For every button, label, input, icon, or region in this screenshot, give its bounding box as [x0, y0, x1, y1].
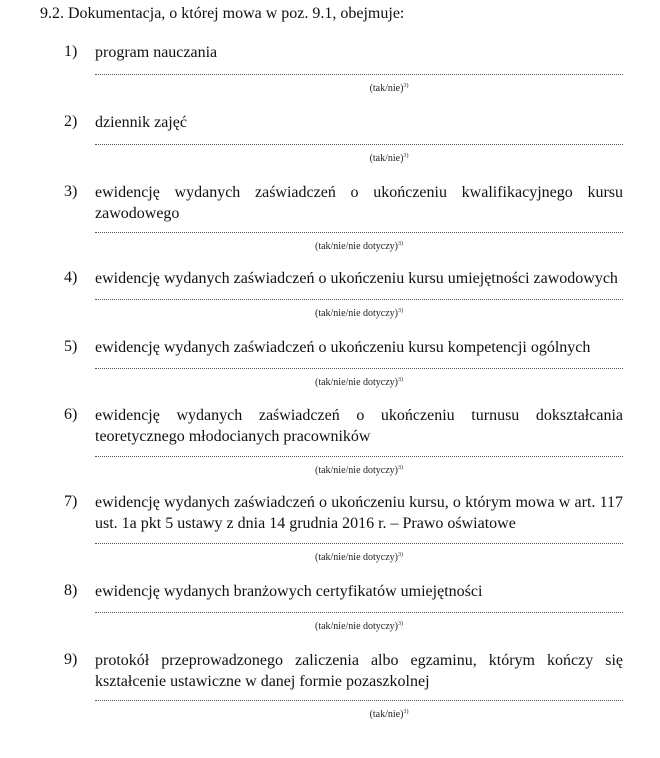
footnote-ref: 3)	[403, 83, 409, 89]
answer-hint	[95, 80, 623, 95]
answer-hint	[95, 305, 623, 320]
footnote-ref: 3)	[398, 377, 404, 383]
answer-line[interactable]	[95, 543, 623, 544]
item-text: ewidencję wydanych zaświadczeń o ukończeniu kwalifikacyjnego kursu zawodowego	[95, 184, 623, 222]
footnote-ref: 3)	[398, 308, 404, 314]
footnote-ref: 3)	[398, 465, 404, 471]
footnote-ref: 3)	[398, 621, 404, 627]
answer-line[interactable]	[95, 299, 623, 300]
footnote-ref: 3)	[398, 552, 404, 558]
answer-line[interactable]	[95, 368, 623, 369]
section-heading: 9.2. Dokumentacja, o której mowa w poz. 9.1, obejmuje:	[40, 5, 405, 22]
answer-line[interactable]	[95, 456, 623, 457]
hint-text: (tak/nie)	[369, 153, 404, 164]
item-number: 6)	[64, 406, 78, 423]
item-text: ewidencję wydanych branżowych certyfikatów umiejętności	[95, 583, 483, 600]
item-number: 1)	[64, 43, 78, 60]
answer-line[interactable]	[95, 74, 623, 75]
hint-text: (tak/nie/nie dotyczy)	[314, 377, 399, 388]
answer-hint	[95, 549, 623, 564]
item-number: 8)	[64, 582, 78, 599]
item-text: protokół przeprowadzonego zaliczenia albo egzaminu, którym kończy się kształcenie ustawiczne w danej formie pozaszkolnej	[95, 652, 623, 690]
hint-text: (tak/nie/nie dotyczy)	[314, 621, 399, 632]
hint-text: (tak/nie/nie dotyczy)	[314, 552, 399, 563]
item-number: 7)	[64, 493, 78, 510]
footnote-ref: 3)	[403, 709, 409, 715]
hint-text: (tak/nie)	[369, 709, 404, 720]
answer-hint	[95, 462, 623, 477]
hint-text: (tak/nie/nie dotyczy)	[314, 241, 399, 252]
answer-line[interactable]	[95, 144, 623, 145]
answer-line[interactable]	[95, 700, 623, 701]
answer-hint	[95, 238, 623, 253]
item-number: 5)	[64, 338, 78, 355]
item-number: 9)	[64, 651, 78, 668]
footnote-ref: 3)	[403, 153, 409, 159]
answer-line[interactable]	[95, 232, 623, 233]
answer-line[interactable]	[95, 612, 623, 613]
item-number: 3)	[64, 183, 78, 200]
answer-hint	[95, 374, 623, 389]
answer-hint	[95, 150, 623, 165]
item-number: 4)	[64, 269, 78, 286]
hint-text: (tak/nie/nie dotyczy)	[314, 465, 399, 476]
item-text: program nauczania	[95, 44, 218, 61]
item-number: 2)	[64, 113, 78, 130]
answer-hint	[95, 618, 623, 633]
item-text: dziennik zajęć	[95, 114, 187, 131]
item-text: ewidencję wydanych zaświadczeń o ukończeniu kursu umiejętności zawodowych	[95, 270, 618, 287]
item-text: ewidencję wydanych zaświadczeń o ukończeniu turnusu dokształcania teoretycznego młodocianych pracowników	[95, 407, 623, 445]
answer-hint	[95, 706, 623, 721]
item-text: ewidencję wydanych zaświadczeń o ukończeniu kursu, o którym mowa w art. 117 ust. 1a pkt 5 ustawy z dnia 14 grudnia 2016 r. – Prawo oświatowe	[95, 494, 623, 532]
footnote-ref: 3)	[398, 241, 404, 247]
hint-text: (tak/nie)	[369, 83, 404, 94]
hint-text: (tak/nie/nie dotyczy)	[314, 308, 399, 319]
item-text: ewidencję wydanych zaświadczeń o ukończeniu kursu kompetencji ogólnych	[95, 339, 591, 356]
